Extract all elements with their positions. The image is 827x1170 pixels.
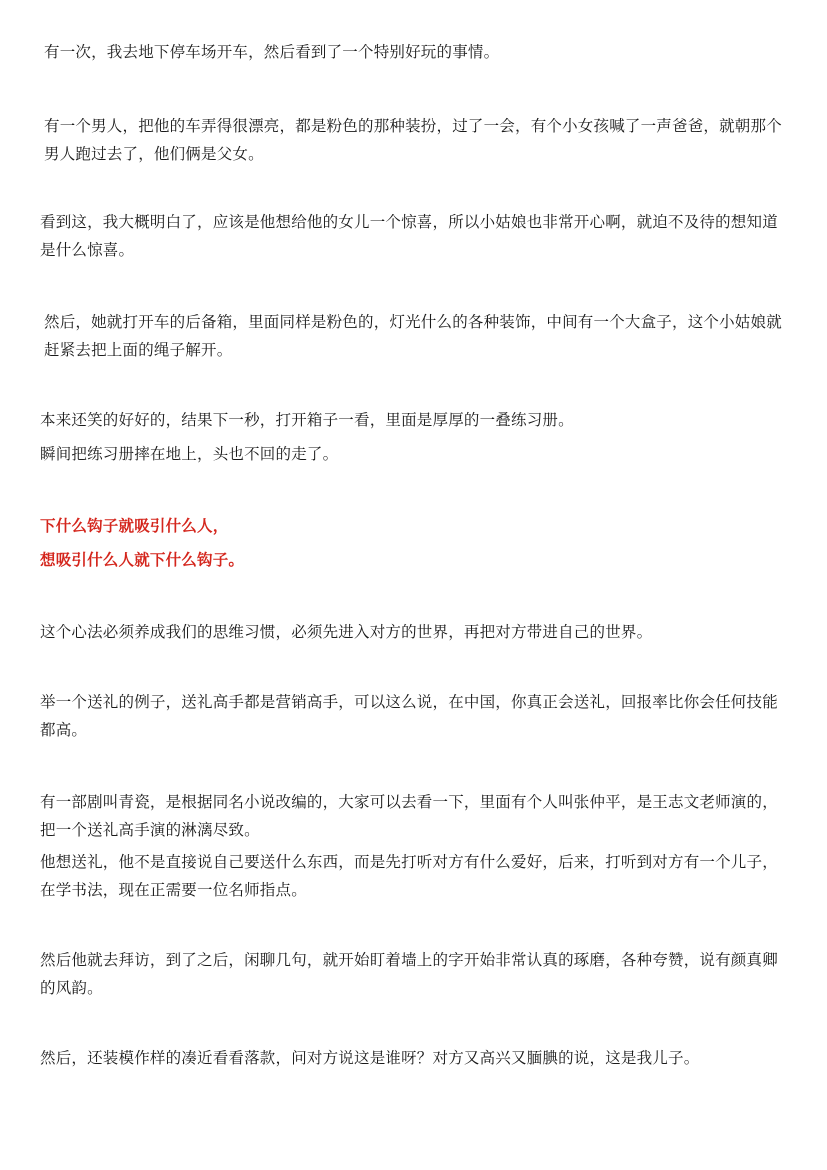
- paragraph-3: 看到这，我大概明白了，应该是他想给他的女儿一个惊喜，所以小姑娘也非常开心啊，就迫不及待的想知道是什么惊喜。: [40, 213, 778, 259]
- paragraph-12: 然后，还装模作样的凑近看看落款，问对方说这是谁呀？对方又高兴又腼腆的说，这是我儿子。: [40, 1049, 700, 1067]
- paragraph-11: 然后他就去拜访，到了之后，闲聊几句，就开始盯着墙上的字开始非常认真的琢磨，各种夸赞，说有颜真卿的风韵。: [40, 951, 778, 997]
- paragraph-9: 有一部剧叫青瓷，是根据同名小说改编的，大家可以去看一下，里面有个人叫张仲平，是王志文老师演的，把一个送礼高手演的淋漓尽致。: [40, 793, 778, 839]
- highlight-line-2: 想吸引什么人就下什么钩子。: [40, 551, 245, 569]
- paragraph-1: 有一次，我去地下停车场开车，然后看到了一个特别好玩的事情。: [44, 43, 500, 61]
- paragraph-6: 瞬间把练习册摔在地上，头也不回的走了。: [40, 445, 339, 463]
- paragraph-4: 然后，她就打开车的后备箱，里面同样是粉色的，灯光什么的各种装饰，中间有一个大盒子，这个小姑娘就赶紧去把上面的绳子解开。: [44, 313, 782, 359]
- paragraph-7: 这个心法必须养成我们的思维习惯，必须先进入对方的世界，再把对方带进自己的世界。: [40, 623, 653, 641]
- paragraph-8: 举一个送礼的例子，送礼高手都是营销高手，可以这么说，在中国，你真正会送礼，回报率比你会任何技能都高。: [40, 693, 778, 739]
- highlight-line-1: 下什么钩子就吸引什么人，: [40, 517, 229, 535]
- paragraph-10: 他想送礼，他不是直接说自己要送什么东西，而是先打听对方有什么爱好，后来，打听到对方有一个儿子，在学书法，现在正需要一位名师指点。: [40, 853, 778, 899]
- paragraph-2: 有一个男人，把他的车弄得很漂亮，都是粉色的那种装扮，过了一会，有个小女孩喊了一声爸爸，就朝那个男人跑过去了，他们俩是父女。: [44, 117, 782, 163]
- paragraph-5: 本来还笑的好好的，结果下一秒，打开箱子一看，里面是厚厚的一叠练习册。: [40, 411, 574, 429]
